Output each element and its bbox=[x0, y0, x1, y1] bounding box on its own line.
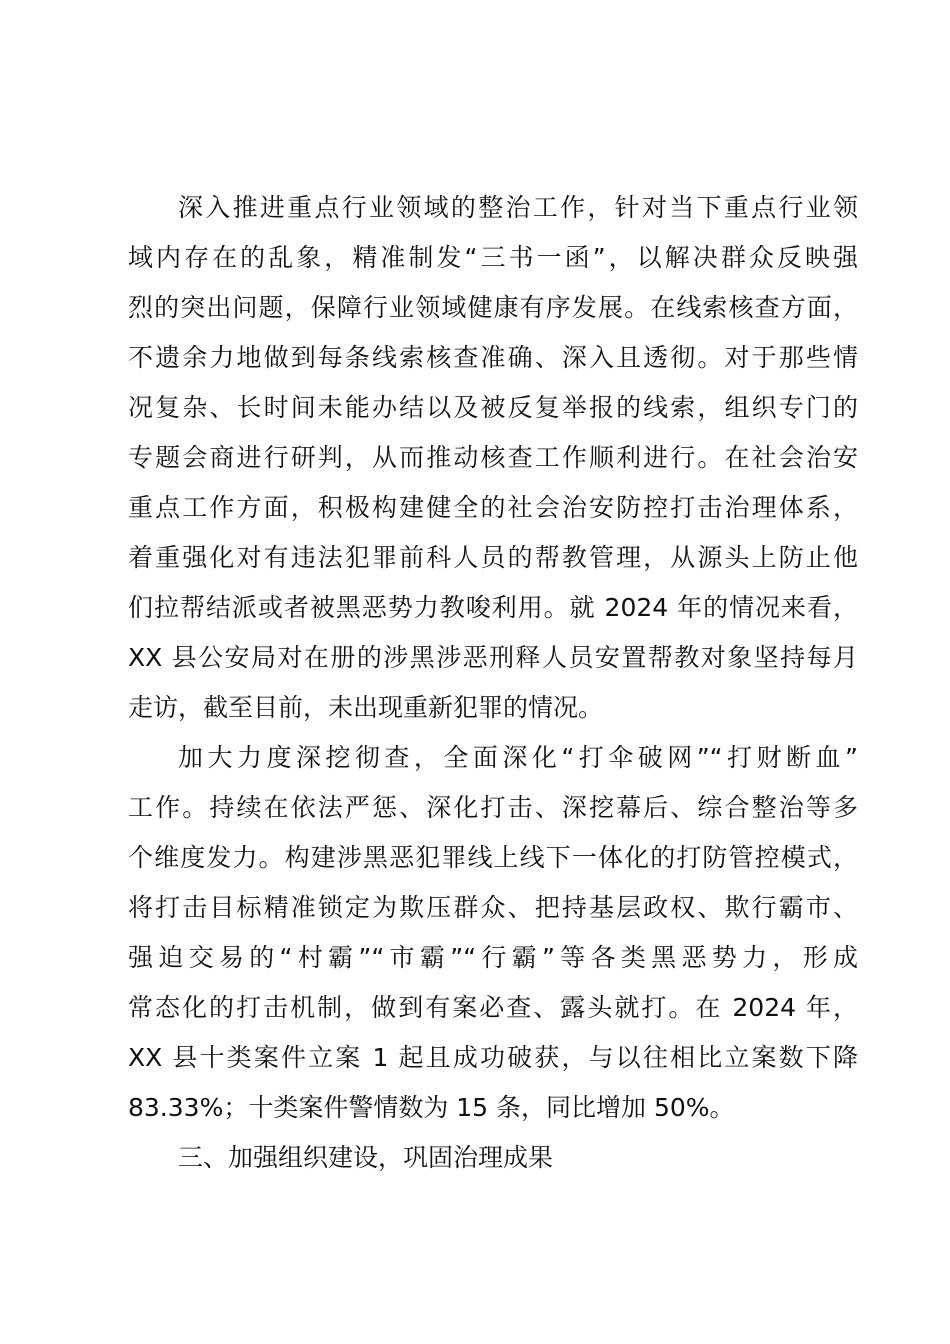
paragraph-line: 烈的突出问题，保障行业领域健康有序发展。在线索核查方面， bbox=[128, 293, 858, 322]
paragraph-line: 们拉帮结派或者被黑恶势力教唆利用。就 2024 年的情况来看， bbox=[128, 593, 858, 622]
paragraph-line: 工作。持续在依法严惩、深化打击、深挖幕后、综合整治等多 bbox=[128, 793, 858, 822]
paragraph-line: 着重强化对有违法犯罪前科人员的帮教管理，从源头上防止他 bbox=[128, 543, 858, 572]
paragraph-line: 83.33%；十类案件警情数为 15 条，同比增加 50%。 bbox=[128, 1093, 735, 1122]
paragraph-line: 加大力度深挖彻查，全面深化“打伞破网”“打财断血” bbox=[178, 743, 858, 772]
paragraph-line: 走访，截至目前，未出现重新犯罪的情况。 bbox=[128, 693, 604, 722]
paragraph-line: 况复杂、长时间未能办结以及被反复举报的线索，组织专门的 bbox=[128, 393, 858, 422]
section-heading: 三、加强组织建设，巩固治理成果 bbox=[178, 1143, 554, 1172]
paragraph-line: 个维度发力。构建涉黑恶犯罪线上线下一体化的打防管控模式， bbox=[128, 843, 858, 872]
paragraph-line: XX 县公安局对在册的涉黑涉恶刑释人员安置帮教对象坚持每月 bbox=[128, 643, 858, 672]
paragraph-line: 深入推进重点行业领域的整治工作，针对当下重点行业领 bbox=[178, 193, 858, 222]
paragraph-line: XX 县十类案件立案 1 起且成功破获，与以往相比立案数下降 bbox=[128, 1043, 858, 1072]
paragraph-line: 不遗余力地做到每条线索核查准确、深入且透彻。对于那些情 bbox=[128, 343, 858, 372]
paragraph-line: 专题会商进行研判，从而推动核查工作顺利进行。在社会治安 bbox=[128, 443, 858, 472]
paragraph-line: 重点工作方面，积极构建健全的社会治安防控打击治理体系， bbox=[128, 493, 858, 522]
paragraph-line: 将打击目标精准锁定为欺压群众、把持基层政权、欺行霸市、 bbox=[128, 893, 858, 922]
paragraph-line: 强迫交易的“村霸”“市霸”“行霸”等各类黑恶势力，形成 bbox=[128, 943, 858, 972]
paragraph-line: 域内存在的乱象，精准制发“三书一函”，以解决群众反映强 bbox=[128, 243, 858, 272]
paragraph-line: 常态化的打击机制，做到有案必查、露头就打。在 2024 年， bbox=[128, 993, 858, 1022]
